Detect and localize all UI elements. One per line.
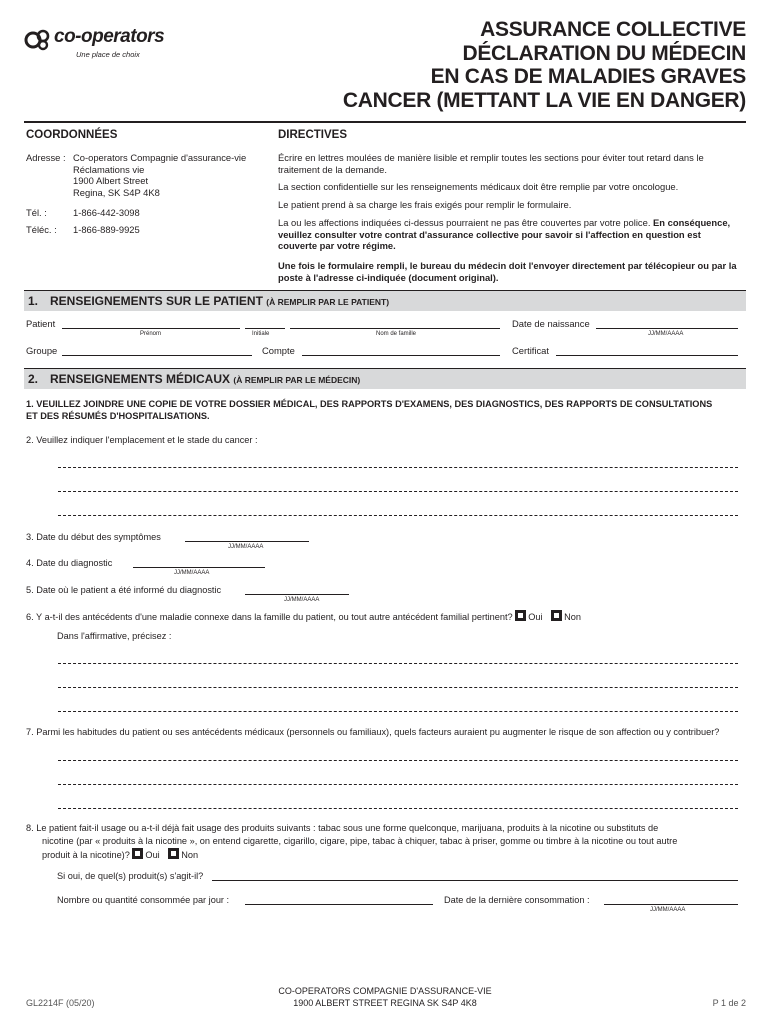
company-logo [24,22,184,66]
co-operators-logo-icon [24,26,52,54]
certificat-label: Certificat [512,345,549,356]
question-8-line-3-text: produit à la nicotine)? [42,850,130,860]
question-1: 1. VEUILLEZ JOINDRE UNE COPIE DE VOTRE DOSSIER MÉDICAL, DES RAPPORTS D'EXAMENS, DES DIAGNOSTICS, DES RAPPORTS DE CONSULTATIONS ET DES RÉSUMÉS D'HOSPITALISATIONS. [26,399,713,421]
title-line-4: CANCER (METTANT LA VIE EN DANGER) [342,88,746,112]
tel-value: 1-866-442-3098 [73,207,140,218]
q6-yes-label: Oui [528,612,543,622]
answer-line[interactable] [58,663,738,664]
patient-label: Patient [26,318,56,329]
footer-company-address: 1900 ALBERT STREET REGINA SK S4P 4K8 [293,998,477,1008]
question-8-products: Si oui, de quel(s) produit(s) s'agit-il? [57,871,204,881]
title-line-3: EN CAS DE MALADIES GRAVES [430,65,746,88]
informed-date-field[interactable] [245,594,349,595]
page-number: P 1 de 2 [712,998,746,1008]
question-7: 7. Parmi les habitudes du patient ou ses antécédents médicaux (personnels ou familiaux), quels facteurs auraient pu augmenter le risque de son affection ou y contribuer? [26,727,720,737]
fax-value: 1-866-889-9925 [73,224,140,235]
address-line: 1900 Albert Street [73,175,149,186]
directives-p4-intro: La ou les affections indiquées ci-dessus pourraient ne pas être couvertes par votre police. [278,217,654,228]
dob-label: Date de naissance [512,318,590,329]
dob-format: JJ/MM/AAAA [648,331,684,337]
answer-line[interactable] [58,515,738,516]
logo-tagline: Une place de choix [76,50,140,59]
section-2-header [24,368,746,389]
answer-line[interactable] [58,687,738,688]
section-2-note: (À REMPLIR PAR LE MÉDECIN) [233,375,361,385]
logo-wordmark: co-operators [54,26,165,47]
patient-first-name-field[interactable] [62,328,240,329]
address-label: Adresse : [26,152,66,163]
question-6 [26,610,581,623]
coordonnees-heading: COORDONNÉES [26,129,118,141]
symptom-start-date-field[interactable] [185,541,309,542]
date-format: JJ/MM/AAAA [650,907,686,913]
products-field[interactable] [212,880,738,881]
section-2-number: 2. [28,372,39,386]
question-2: 2. Veuillez indiquer l'emplacement et le stade du cancer : [26,435,258,445]
footer-company [225,985,545,1009]
directives-p1: Écrire en lettres moulées de manière lisible et remplir toutes les sections pour éviter tout retard dans le traitement de la demande. [278,152,704,175]
question-4: 4. Date du diagnostic [26,558,113,568]
header-divider [24,121,746,123]
directives-heading: DIRECTIVES [278,129,348,141]
last-use-date-field[interactable] [604,904,738,905]
section-1-title: RENSEIGNEMENTS SUR LE PATIENT [50,294,263,308]
question-5: 5. Date où le patient a été informé du diagnostic [26,585,222,595]
compte-field[interactable] [302,355,500,356]
directives-p4-bold: En conséquence, veuillez consulter votre contrat d'assurance collective pour savoir si l'affection en question est couverte par votre régime. [278,217,731,251]
answer-line[interactable] [58,491,738,492]
answer-line[interactable] [58,467,738,468]
question-8-last-use: Date de la dernière consommation : [444,895,590,905]
dob-field[interactable] [596,328,738,329]
section-1-note: (À REMPLIR PAR LE PATIENT) [266,297,390,307]
groupe-label: Groupe [26,345,58,356]
nom-caption: Nom de famille [376,331,417,337]
q8-no-checkbox[interactable] [168,848,179,859]
date-format: JJ/MM/AAAA [174,570,210,576]
patient-last-name-field[interactable] [290,328,500,329]
answer-line[interactable] [58,760,738,761]
prenom-caption: Prénom [140,331,162,337]
q8-no-label: Non [181,850,199,860]
tel-label: Tél. : [26,207,47,218]
address-line: Co-operators Compagnie d'assurance-vie [73,152,247,163]
form-title [343,18,746,112]
answer-line[interactable] [58,808,738,809]
section-1-header [24,290,746,311]
question-8-line-1: 8. Le patient fait-il usage ou a-t-il déjà fait usage des produits suivants : tabac sous une forme quelconque, marijuana, produits à la nicotine ou substituts de [26,823,659,833]
question-8-line-3 [42,848,198,861]
certificat-field[interactable] [556,355,738,356]
question-8-quantity: Nombre ou quantité consommée par jour : [57,895,230,905]
quantity-field[interactable] [245,904,433,905]
directives-p4 [278,217,740,252]
form-code: GL2214F (05/20) [26,998,95,1008]
patient-initial-field[interactable] [245,328,285,329]
section-2-title: RENSEIGNEMENTS MÉDICAUX [50,372,231,386]
date-format: JJ/MM/AAAA [228,544,264,550]
address-line: Réclamations vie [73,163,145,175]
directives-p2: La section confidentielle sur les renseignements médicaux doit être remplie par votre oncologue. [278,181,679,192]
directives-p3: Le patient prend à sa charge les frais exigés pour remplir le formulaire. [278,199,572,210]
q8-yes-checkbox[interactable] [132,848,143,859]
groupe-field[interactable] [62,355,252,356]
fax-label: Téléc. : [26,224,57,235]
answer-line[interactable] [58,784,738,785]
answer-line[interactable] [58,711,738,712]
title-line-2: DÉCLARATION DU MÉDECIN [462,41,746,65]
footer-company-name: CO-OPERATORS COMPAGNIE D'ASSURANCE-VIE [278,986,492,996]
question-8-line-2: nicotine (par « produits à la nicotine », on entend cigarette, cigarillo, cigare, pipe, tabac à chiquer, tabac à priser, gomme ou timbre à la nicotine ou tout autre [42,836,678,846]
compte-label: Compte [262,345,295,356]
question-6-detail: Dans l'affirmative, précisez : [57,631,172,641]
q8-yes-label: Oui [145,850,160,860]
address-line: Regina, SK S4P 4K8 [73,186,160,198]
diagnosis-date-field[interactable] [133,567,265,568]
q6-no-checkbox[interactable] [551,610,562,621]
question-3: 3. Date du début des symptômes [26,532,161,542]
title-line-1: ASSURANCE COLLECTIVE [480,18,746,41]
date-format: JJ/MM/AAAA [284,597,320,603]
question-6-text: 6. Y a-t-il des antécédents d'une maladie connexe dans la famille du patient, ou tout autre antécédent familial pertinent? [26,612,513,622]
section-1-number: 1. [28,294,39,308]
initiale-caption: Initiale [252,331,270,337]
directives-p5: Une fois le formulaire rempli, le bureau du médecin doit l'envoyer directement par télécopieur ou par la poste à l'adresse ci-indiquée (document original). [278,260,737,283]
q6-yes-checkbox[interactable] [515,610,526,621]
address-block [73,152,246,198]
q6-no-label: Non [564,612,581,622]
